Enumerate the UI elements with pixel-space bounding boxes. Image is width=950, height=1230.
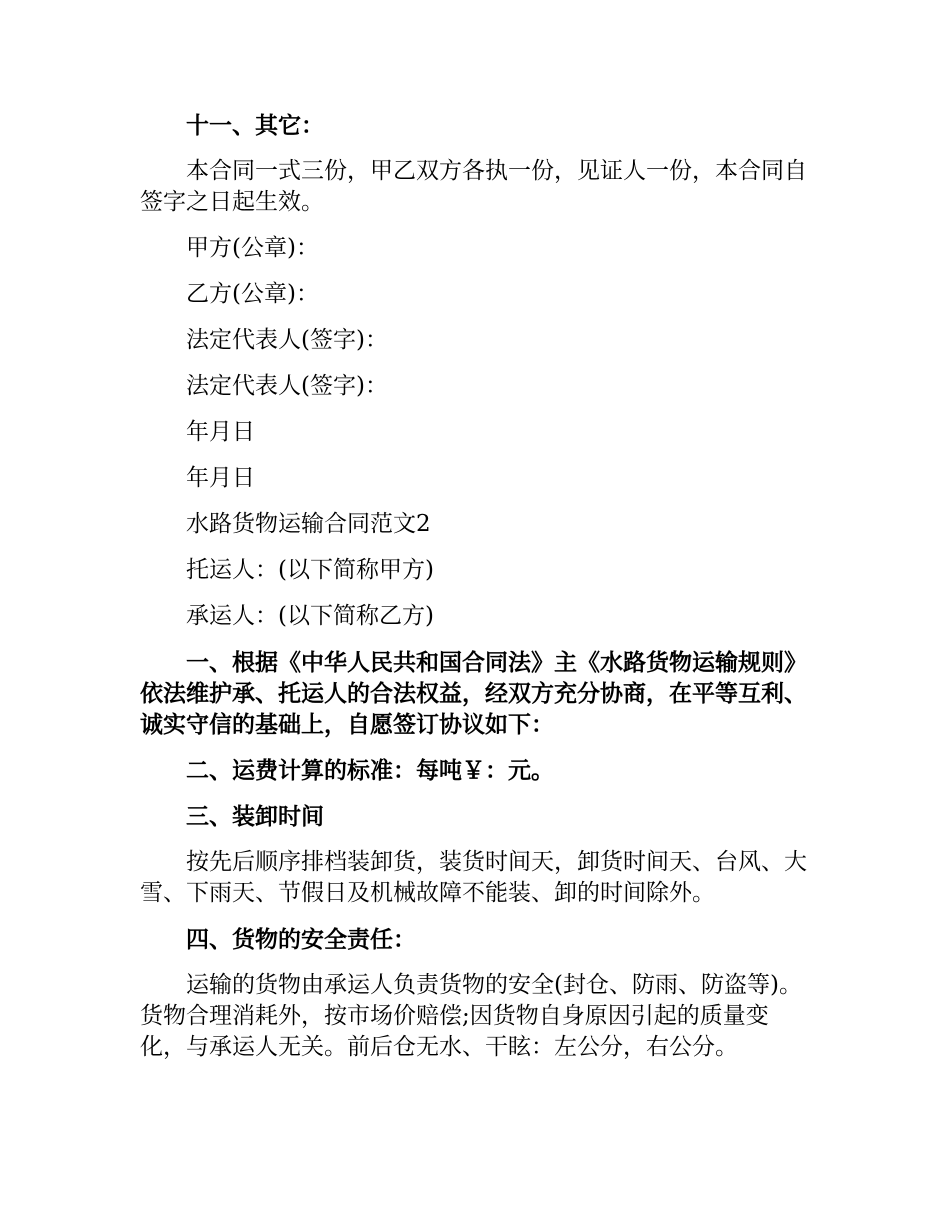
section-heading-4: 四、货物的安全责任： bbox=[186, 926, 416, 953]
legal-rep-signature-line-a: 法定代表人(签字)： bbox=[186, 327, 388, 353]
document-page bbox=[140, 110, 812, 1078]
date-line-b: 年月日 bbox=[186, 465, 255, 491]
paragraph-copies-clause: 本合同一式三份，甲乙双方各执一份，见证人一份，本合同自签字之日起生效。 bbox=[140, 158, 807, 215]
section-heading-3: 三、装卸时间 bbox=[186, 803, 324, 830]
document-subtitle: 水路货物运输合同范文2 bbox=[186, 511, 431, 537]
party-a-seal-line: 甲方(公章)： bbox=[186, 235, 319, 261]
shipper-line: 托运人：(以下简称甲方) bbox=[186, 557, 434, 583]
date-line-a: 年月日 bbox=[186, 419, 255, 445]
carrier-line: 承运人：(以下简称乙方) bbox=[186, 603, 434, 629]
paragraph-loading-time: 按先后顺序排档装卸货，装货时间天，卸货时间天、台风、大雪、下雨天、节假日及机械故障不能装、卸的时间除外。 bbox=[140, 849, 807, 906]
party-b-seal-line: 乙方(公章)： bbox=[186, 281, 319, 307]
paragraph-cargo-safety: 运输的货物由承运人负责货物的安全(封仓、防雨、防盗等)。货物合理消耗外，按市场价赔偿;因货物自身原因引起的质量变化，与承运人无关。前后仓无水、干眩：左公分，右公分。 bbox=[140, 972, 802, 1060]
section-heading-other: 十一、其它： bbox=[186, 112, 324, 139]
legal-rep-signature-line-b: 法定代表人(签字)： bbox=[186, 373, 388, 399]
section-heading-1: 一、根据《中华人民共和国合同法》主《水路货物运输规则》依法维护承、托运人的合法权益，经双方充分协商，在平等互利、诚实守信的基础上，自愿签订协议如下： bbox=[140, 649, 807, 738]
section-heading-2: 二、运费计算的标准：每吨￥：元。 bbox=[186, 757, 554, 784]
